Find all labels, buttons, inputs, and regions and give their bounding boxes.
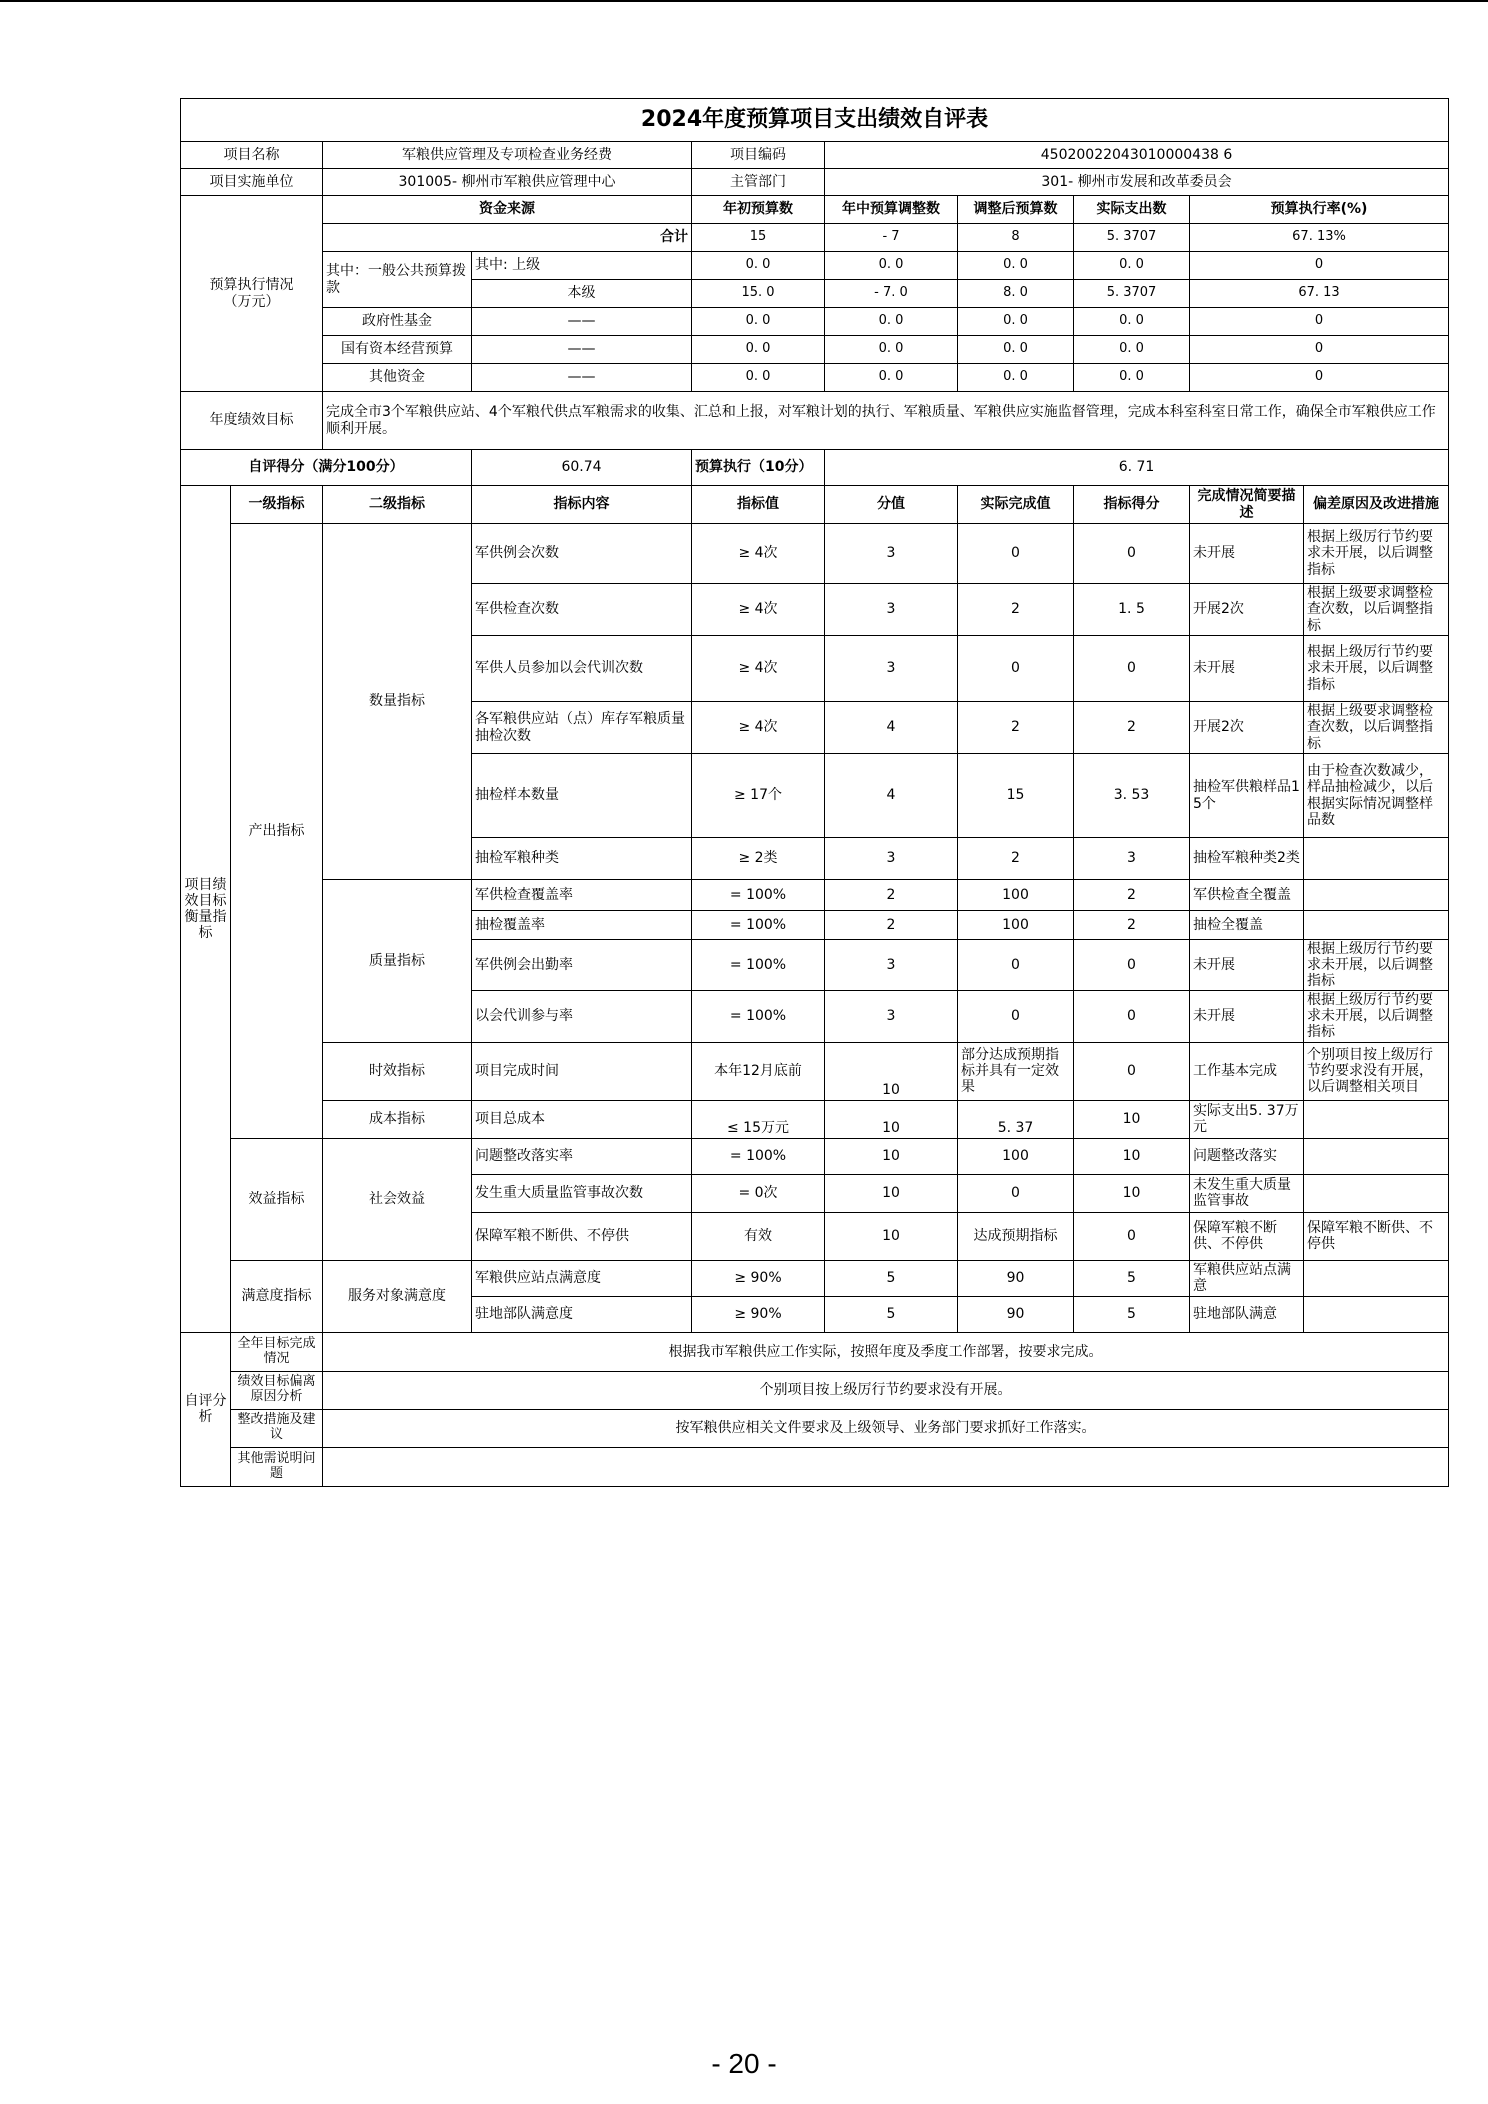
analysis-text [323, 1447, 1449, 1486]
indicator-score: 0 [1074, 940, 1190, 991]
indicator-header: 一级指标 [231, 486, 323, 524]
level2-timeliness: 时效指标 [323, 1042, 472, 1100]
indicator-target: ≤ 15万元 [692, 1100, 825, 1138]
indicator-actual: 0 [958, 1174, 1074, 1212]
indicator-actual: 5. 37 [958, 1100, 1074, 1138]
budget-actual: 0. 0 [1074, 252, 1190, 280]
indicator-target: ≥ 2类 [692, 838, 825, 880]
level2-cost: 成本指标 [323, 1100, 472, 1138]
indicator-target: ≥ 90% [692, 1296, 825, 1332]
budget-header-initial: 年初预算数 [692, 196, 825, 224]
indicator-content: 抽检覆盖率 [472, 911, 692, 940]
budget-dash: —— [472, 364, 692, 392]
self-score-value: 60.74 [472, 450, 692, 486]
budget-header-source: 资金来源 [323, 196, 692, 224]
indicator-content: 军供例会次数 [472, 524, 692, 584]
indicator-score: 5 [1074, 1260, 1190, 1296]
indicator-score: 3 [1074, 838, 1190, 880]
budget-source-label: 国有资本经营预算 [323, 336, 472, 364]
indicator-content: 驻地部队满意度 [472, 1296, 692, 1332]
indicator-reason: 根据上级厉行节约要求未开展，以后调整指标 [1304, 524, 1449, 584]
page-number: - 20 - [711, 2048, 777, 2079]
budget-actual: 5. 3707 [1074, 224, 1190, 252]
indicator-desc: 开展2次 [1190, 702, 1304, 754]
indicator-actual: 部分达成预期指标并具有一定效果 [958, 1042, 1074, 1100]
indicator-reason: 由于检查次数减少，样品抽检减少，以后根据实际情况调整样品数 [1304, 754, 1449, 838]
budget-adjusted: 8. 0 [958, 280, 1074, 308]
indicator-desc: 未开展 [1190, 940, 1304, 991]
performance-evaluation-table [180, 98, 1449, 1487]
indicator-target: = 100% [692, 880, 825, 911]
budget-rate: 67. 13 [1190, 280, 1449, 308]
budget-actual: 0. 0 [1074, 336, 1190, 364]
indicator-content: 军供检查次数 [472, 584, 692, 636]
indicator-reason [1304, 911, 1449, 940]
indicator-weight: 2 [825, 911, 958, 940]
budget-actual: 5. 3707 [1074, 280, 1190, 308]
indicator-score: 0 [1074, 1042, 1190, 1100]
label-self-score: 自评得分（满分100分） [181, 450, 472, 486]
label-indicators-block: 项目绩效目标衡量指标 [181, 486, 231, 1333]
indicator-score: 10 [1074, 1100, 1190, 1138]
indicator-reason: 个别项目按上级厉行节约要求没有开展，以后调整相关项目 [1304, 1042, 1449, 1100]
indicator-content: 抽检军粮种类 [472, 838, 692, 880]
indicator-desc: 抽检军供粮样品15个 [1190, 754, 1304, 838]
budget-actual: 0. 0 [1074, 364, 1190, 392]
indicator-actual: 2 [958, 584, 1074, 636]
indicator-score: 0 [1074, 991, 1190, 1042]
indicator-header: 指标内容 [472, 486, 692, 524]
top-border-line [0, 0, 1488, 2]
budget-rate: 0 [1190, 364, 1449, 392]
budget-adjusted: 0. 0 [958, 252, 1074, 280]
indicator-target: = 0次 [692, 1174, 825, 1212]
budget-adjust: 0. 0 [825, 308, 958, 336]
indicator-reason: 根据上级要求调整检查次数，以后调整指标 [1304, 702, 1449, 754]
indicator-desc: 开展2次 [1190, 584, 1304, 636]
annual-goal-text: 完成全市3个军粮供应站、4个军粮代供点军粮需求的收集、汇总和上报，对军粮计划的执行、军粮质量、军粮供应实施监督管理，完成本科室科室日常工作，确保全市军粮供应工作顺利开展。 [323, 392, 1449, 450]
indicator-reason [1304, 1174, 1449, 1212]
budget-local-label: 本级 [472, 280, 692, 308]
budget-adjust: 0. 0 [825, 336, 958, 364]
indicator-target: = 100% [692, 940, 825, 991]
indicator-target: ≥ 4次 [692, 702, 825, 754]
indicator-weight: 4 [825, 702, 958, 754]
budget-general-label: 其中：一般公共预算拨款 [323, 252, 472, 308]
indicator-weight: 3 [825, 838, 958, 880]
indicator-reason [1304, 838, 1449, 880]
analysis-text: 根据我市军粮供应工作实际，按照年度及季度工作部署，按要求完成。 [323, 1332, 1449, 1371]
indicator-score: 5 [1074, 1296, 1190, 1332]
label-budget-exec-score: 预算执行（10分） [692, 450, 825, 486]
indicator-actual: 0 [958, 524, 1074, 584]
indicator-desc: 未开展 [1190, 636, 1304, 702]
indicator-score: 0 [1074, 1212, 1190, 1260]
indicator-reason: 根据上级厉行节约要求未开展，以后调整指标 [1304, 940, 1449, 991]
indicator-score: 0 [1074, 636, 1190, 702]
indicator-header: 实际完成值 [958, 486, 1074, 524]
document-title: 2024年度预算项目支出绩效自评表 [181, 99, 1449, 142]
indicator-weight: 10 [825, 1042, 958, 1100]
budget-exec-score-value: 6. 71 [825, 450, 1449, 486]
indicator-weight: 10 [825, 1138, 958, 1174]
budget-total-label: 合计 [323, 224, 692, 252]
indicator-target: ≥ 4次 [692, 584, 825, 636]
indicator-content: 以会代训参与率 [472, 991, 692, 1042]
analysis-label: 整改措施及建议 [231, 1409, 323, 1447]
label-annual-goal: 年度绩效目标 [181, 392, 323, 450]
indicator-content: 发生重大质量监管事故次数 [472, 1174, 692, 1212]
indicator-weight: 5 [825, 1260, 958, 1296]
level1-satisfaction: 满意度指标 [231, 1260, 323, 1332]
budget-dash: —— [472, 308, 692, 336]
indicator-desc: 军粮供应站点满意 [1190, 1260, 1304, 1296]
budget-header-actual: 实际支出数 [1074, 196, 1190, 224]
label-budget-exec: 预算执行情况（万元） [181, 196, 323, 392]
indicator-actual: 2 [958, 838, 1074, 880]
indicator-actual: 2 [958, 702, 1074, 754]
indicator-header: 二级指标 [323, 486, 472, 524]
indicator-weight: 3 [825, 524, 958, 584]
indicator-weight: 5 [825, 1296, 958, 1332]
project-code-value: 45020022043010000438 6 [825, 142, 1449, 169]
budget-adjusted: 0. 0 [958, 336, 1074, 364]
indicator-score: 10 [1074, 1138, 1190, 1174]
indicator-score: 2 [1074, 702, 1190, 754]
indicator-target: = 100% [692, 1138, 825, 1174]
budget-adjusted: 0. 0 [958, 308, 1074, 336]
indicator-header: 分值 [825, 486, 958, 524]
indicator-weight: 3 [825, 940, 958, 991]
indicator-weight: 10 [825, 1100, 958, 1138]
budget-header-adjust: 年中预算调整数 [825, 196, 958, 224]
indicator-score: 1. 5 [1074, 584, 1190, 636]
indicator-actual: 100 [958, 911, 1074, 940]
indicator-reason: 根据上级要求调整检查次数，以后调整指标 [1304, 584, 1449, 636]
indicator-reason [1304, 1138, 1449, 1174]
indicator-content: 保障军粮不断供、不停供 [472, 1212, 692, 1260]
indicator-reason: 根据上级厉行节约要求未开展，以后调整指标 [1304, 636, 1449, 702]
label-dept: 主管部门 [692, 169, 825, 196]
indicator-content: 军供检查覆盖率 [472, 880, 692, 911]
indicator-reason [1304, 880, 1449, 911]
indicator-reason: 根据上级厉行节约要求未开展，以后调整指标 [1304, 991, 1449, 1042]
budget-initial: 15. 0 [692, 280, 825, 308]
indicator-actual: 0 [958, 940, 1074, 991]
indicator-weight: 3 [825, 584, 958, 636]
indicator-target: 有效 [692, 1212, 825, 1260]
dept-value: 301- 柳州市发展和改革委员会 [825, 169, 1449, 196]
indicator-reason [1304, 1100, 1449, 1138]
indicator-score: 2 [1074, 880, 1190, 911]
indicator-actual: 0 [958, 636, 1074, 702]
indicator-desc: 军供检查全覆盖 [1190, 880, 1304, 911]
analysis-label: 绩效目标偏离原因分析 [231, 1371, 323, 1409]
indicator-weight: 3 [825, 991, 958, 1042]
indicator-target: ≥ 4次 [692, 636, 825, 702]
budget-upper-label: 其中: 上级 [472, 252, 692, 280]
indicator-target: ≥ 90% [692, 1260, 825, 1296]
indicator-target: ≥ 4次 [692, 524, 825, 584]
indicator-content: 军粮供应站点满意度 [472, 1260, 692, 1296]
indicator-score: 2 [1074, 911, 1190, 940]
analysis-label: 全年目标完成情况 [231, 1332, 323, 1371]
indicator-target: = 100% [692, 911, 825, 940]
budget-source-label: 其他资金 [323, 364, 472, 392]
indicator-header: 指标值 [692, 486, 825, 524]
indicator-content: 各军粮供应站（点）库存军粮质量抽检次数 [472, 702, 692, 754]
indicator-weight: 4 [825, 754, 958, 838]
budget-initial: 15 [692, 224, 825, 252]
indicator-desc: 工作基本完成 [1190, 1042, 1304, 1100]
budget-rate: 67. 13% [1190, 224, 1449, 252]
indicator-desc: 问题整改落实 [1190, 1138, 1304, 1174]
analysis-text: 个别项目按上级厉行节约要求没有开展。 [323, 1371, 1449, 1409]
indicator-header: 偏差原因及改进措施 [1304, 486, 1449, 524]
indicator-reason [1304, 1296, 1449, 1332]
indicator-content: 问题整改落实率 [472, 1138, 692, 1174]
budget-adjust: - 7. 0 [825, 280, 958, 308]
level2-service: 服务对象满意度 [323, 1260, 472, 1332]
indicator-actual: 0 [958, 991, 1074, 1042]
indicator-header: 完成情况简要描述 [1190, 486, 1304, 524]
budget-initial: 0. 0 [692, 308, 825, 336]
indicator-score: 0 [1074, 524, 1190, 584]
indicator-desc: 抽检军粮种类2类 [1190, 838, 1304, 880]
budget-dash: —— [472, 336, 692, 364]
label-project-name: 项目名称 [181, 142, 323, 169]
budget-initial: 0. 0 [692, 252, 825, 280]
budget-header-rate: 预算执行率(%) [1190, 196, 1449, 224]
budget-rate: 0 [1190, 252, 1449, 280]
indicator-actual: 15 [958, 754, 1074, 838]
budget-rate: 0 [1190, 308, 1449, 336]
budget-initial: 0. 0 [692, 336, 825, 364]
level2-quality: 质量指标 [323, 880, 472, 1043]
budget-initial: 0. 0 [692, 364, 825, 392]
budget-adjust: 0. 0 [825, 252, 958, 280]
indicator-content: 项目总成本 [472, 1100, 692, 1138]
indicator-actual: 100 [958, 880, 1074, 911]
indicator-weight: 2 [825, 880, 958, 911]
indicator-actual: 100 [958, 1138, 1074, 1174]
indicator-target: 本年12月底前 [692, 1042, 825, 1100]
indicator-desc: 未发生重大质量监管事故 [1190, 1174, 1304, 1212]
level1-benefit: 效益指标 [231, 1138, 323, 1260]
indicator-actual: 90 [958, 1260, 1074, 1296]
label-impl-unit: 项目实施单位 [181, 169, 323, 196]
level2-quantity: 数量指标 [323, 524, 472, 880]
project-name-value: 军粮供应管理及专项检查业务经费 [323, 142, 692, 169]
indicator-actual: 达成预期指标 [958, 1212, 1074, 1260]
analysis-label: 其他需说明问题 [231, 1447, 323, 1486]
budget-adjusted: 0. 0 [958, 364, 1074, 392]
indicator-reason [1304, 1260, 1449, 1296]
budget-actual: 0. 0 [1074, 308, 1190, 336]
indicator-target: ≥ 17个 [692, 754, 825, 838]
level2-social: 社会效益 [323, 1138, 472, 1260]
budget-header-adjusted: 调整后预算数 [958, 196, 1074, 224]
indicator-desc: 驻地部队满意 [1190, 1296, 1304, 1332]
indicator-actual: 90 [958, 1296, 1074, 1332]
indicator-desc: 实际支出5. 37万元 [1190, 1100, 1304, 1138]
indicator-weight: 10 [825, 1174, 958, 1212]
budget-source-label: 政府性基金 [323, 308, 472, 336]
label-self-analysis: 自评分析 [181, 1332, 231, 1486]
label-project-code: 项目编码 [692, 142, 825, 169]
budget-adjust: 0. 0 [825, 364, 958, 392]
indicator-desc: 未开展 [1190, 991, 1304, 1042]
indicator-weight: 10 [825, 1212, 958, 1260]
indicator-content: 抽检样本数量 [472, 754, 692, 838]
indicator-content: 军供例会出勤率 [472, 940, 692, 991]
indicator-desc: 保障军粮不断供、不停供 [1190, 1212, 1304, 1260]
indicator-target: = 100% [692, 991, 825, 1042]
budget-adjusted: 8 [958, 224, 1074, 252]
indicator-weight: 3 [825, 636, 958, 702]
analysis-text: 按军粮供应相关文件要求及上级领导、业务部门要求抓好工作落实。 [323, 1409, 1449, 1447]
indicator-reason: 保障军粮不断供、不停供 [1304, 1212, 1449, 1260]
impl-unit-value: 301005- 柳州市军粮供应管理中心 [323, 169, 692, 196]
indicator-desc: 未开展 [1190, 524, 1304, 584]
indicator-desc: 抽检全覆盖 [1190, 911, 1304, 940]
indicator-score: 10 [1074, 1174, 1190, 1212]
budget-rate: 0 [1190, 336, 1449, 364]
indicator-header: 指标得分 [1074, 486, 1190, 524]
level1-output: 产出指标 [231, 524, 323, 1139]
indicator-score: 3. 53 [1074, 754, 1190, 838]
indicator-content: 军供人员参加以会代训次数 [472, 636, 692, 702]
indicator-content: 项目完成时间 [472, 1042, 692, 1100]
budget-adjust: - 7 [825, 224, 958, 252]
